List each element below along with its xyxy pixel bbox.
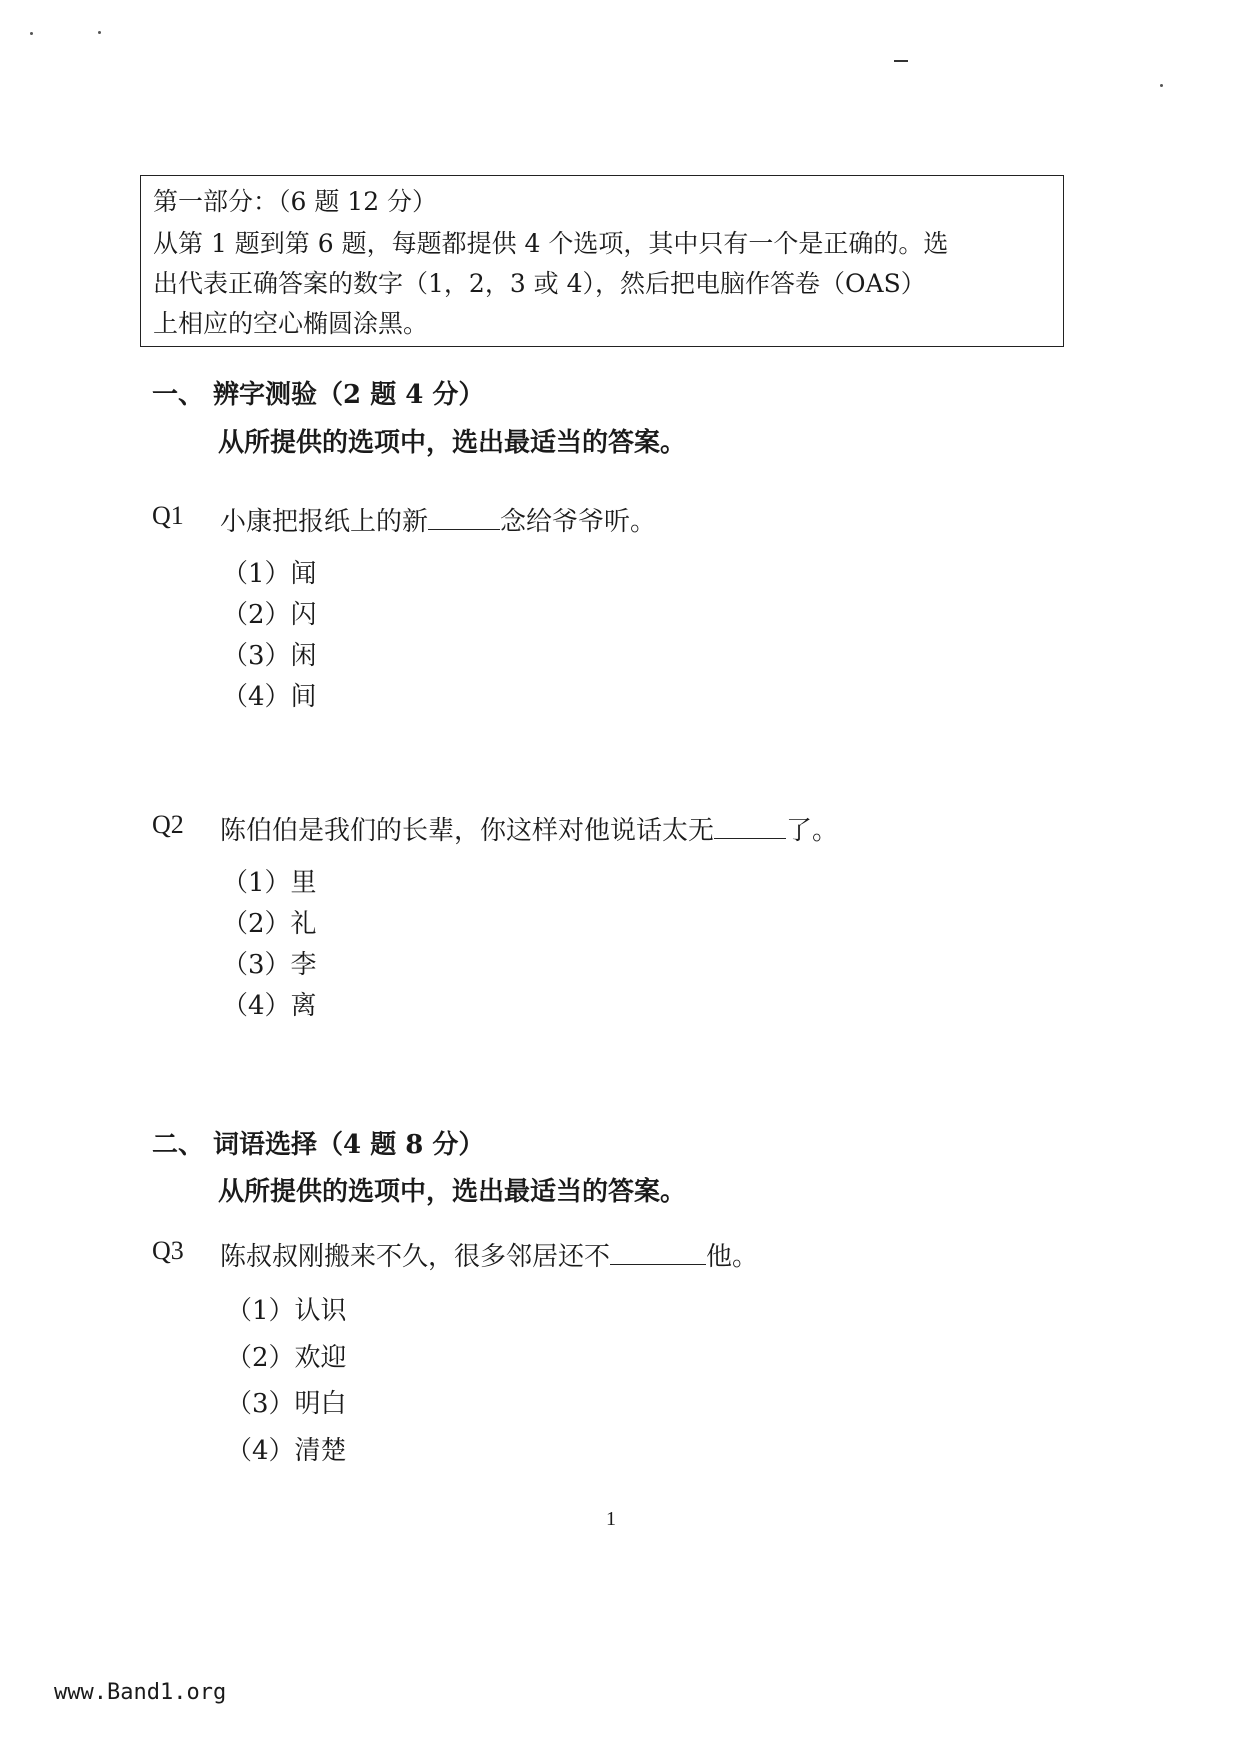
question-text-after: 了。 <box>786 816 839 846</box>
question-number: Q1 <box>152 501 184 530</box>
answer-option: （2）礼 <box>222 909 317 939</box>
section-instruction: 从所提供的选项中，选出最适当的答案。 <box>218 428 687 458</box>
question-number: Q3 <box>152 1236 184 1265</box>
answer-blank <box>714 816 786 839</box>
answer-option: （1）闻 <box>222 559 317 589</box>
question <box>152 501 1052 535</box>
question-text-before: 陈叔叔刚搬来不久，很多邻居还不 <box>220 1242 611 1272</box>
part-instructions-line: 从第 1 题到第 6 题，每题都提供 4 个选项，其中只有一个是正确的。选 <box>153 229 949 258</box>
part-instructions-box <box>140 175 1064 347</box>
part-instructions-line: 上相应的空心椭圆涂黑。 <box>153 309 429 338</box>
question-text-after: 念给爷爷听。 <box>500 507 657 537</box>
part-heading: 第一部分：（6 题 12 分） <box>153 187 438 216</box>
part-instructions-line: 出代表正确答案的数字（1，2，3 或 4），然后把电脑作答卷（OAS） <box>153 269 926 298</box>
question-text <box>220 501 656 538</box>
answer-option: （1）认识 <box>226 1296 347 1326</box>
answer-option: （4）间 <box>222 682 317 712</box>
scan-speck <box>1160 84 1163 87</box>
question-text-before: 陈伯伯是我们的长辈，你这样对他说话太无 <box>220 816 715 846</box>
section-title: 二、 词语选择（4 题 8 分） <box>152 1130 485 1160</box>
answer-option: （4）清楚 <box>226 1436 347 1466</box>
question-text <box>220 1236 758 1273</box>
answer-option: （3）李 <box>222 950 317 980</box>
answer-option: （3）闲 <box>222 641 317 671</box>
section-instruction: 从所提供的选项中，选出最适当的答案。 <box>218 1177 687 1207</box>
scan-mark <box>894 60 908 62</box>
scan-speck <box>98 31 101 34</box>
question-text <box>220 810 838 847</box>
question-number: Q2 <box>152 810 184 839</box>
answer-blank <box>610 1242 706 1265</box>
answer-option: （3）明白 <box>226 1389 347 1419</box>
footer-url: www.Band1.org <box>54 1680 227 1705</box>
question <box>152 810 1052 844</box>
answer-option: （2）闪 <box>222 600 317 630</box>
page-number: 1 <box>606 1508 616 1530</box>
answer-blank <box>428 507 500 530</box>
scan-speck <box>30 32 33 35</box>
question-text-before: 小康把报纸上的新 <box>220 507 429 537</box>
question-text-after: 他。 <box>706 1242 759 1272</box>
question <box>152 1236 1052 1270</box>
section-title: 一、 辨字测验（2 题 4 分） <box>152 380 485 410</box>
answer-option: （1）里 <box>222 868 317 898</box>
answer-option: （2）欢迎 <box>226 1343 347 1373</box>
answer-option: （4）离 <box>222 991 317 1021</box>
